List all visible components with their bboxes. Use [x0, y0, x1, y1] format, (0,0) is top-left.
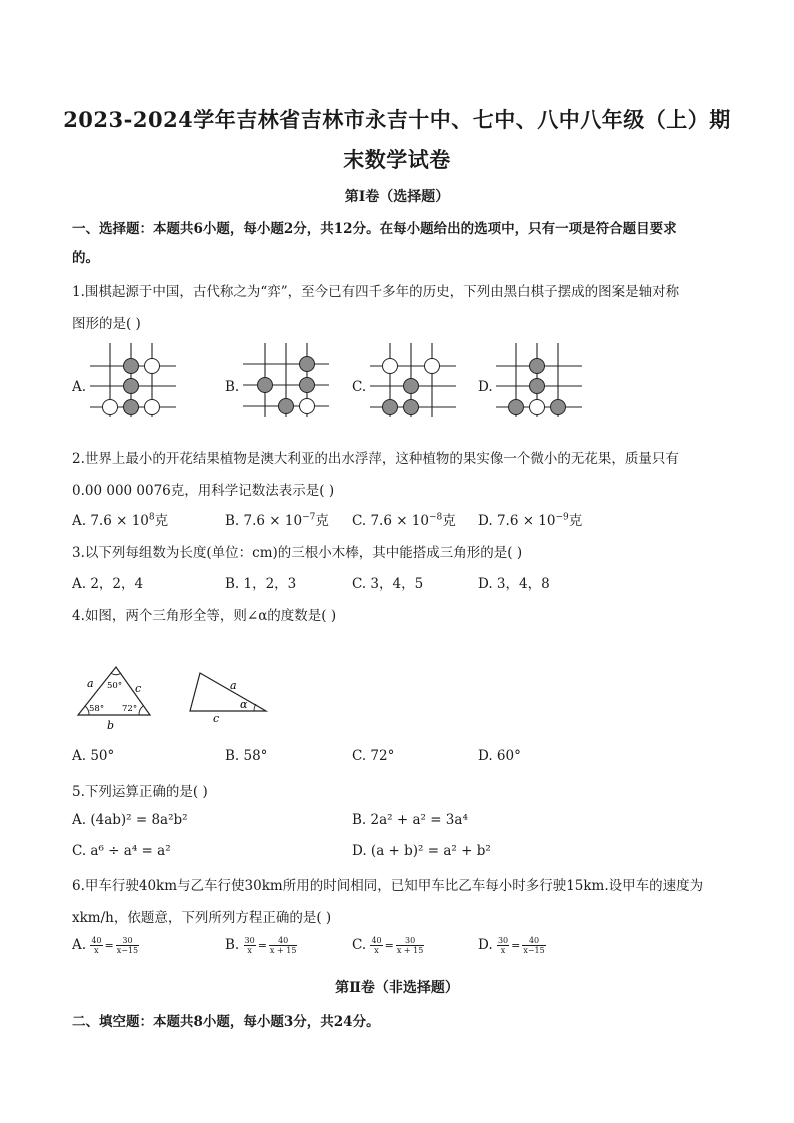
black-stone — [300, 357, 315, 372]
q1-option-c-label: C. — [352, 379, 367, 395]
t2-side-a: a — [230, 679, 237, 692]
q4-option-a: A. 50° — [72, 748, 115, 764]
white-stone — [530, 400, 545, 415]
q3-option-a: A. 2，2，4 — [72, 576, 144, 592]
section-1-heading: 第Ⅰ卷（选择题） — [344, 189, 450, 205]
q1-option-d-label: D. — [478, 379, 493, 395]
t1-side-a: a — [87, 677, 94, 690]
white-stone — [145, 359, 160, 374]
q6-line-2: xkm/h，依题意，下列所列方程正确的是( ) — [72, 910, 332, 926]
title-line-1: 2023-2024学年吉林省吉林市永吉十中、七中、八中八年级（上）期 — [63, 107, 731, 132]
q5-option-c: C. a⁶ ÷ a⁴ = a² — [72, 843, 171, 859]
black-stone — [383, 400, 398, 415]
t1-side-c: c — [135, 682, 142, 695]
black-stone — [509, 400, 524, 415]
q2-option-c: C. $7.6 \times 10^{-8}$克 — [352, 512, 456, 529]
t1-angle-right: 72° — [122, 704, 138, 714]
black-stone — [530, 379, 545, 394]
t1-angle-top: 50° — [107, 681, 123, 691]
q5-option-d: D. (a + b)² = a² + b² — [352, 843, 491, 859]
black-stone — [258, 378, 273, 393]
t1-side-b: b — [107, 719, 115, 732]
q6-option-a: A. $\frac{40}{x}$ = $\frac{30}{x-15}$ — [72, 936, 139, 955]
q2-option-d: D. $7.6 \times 10^{-9}$克 — [478, 512, 583, 529]
white-stone — [103, 400, 118, 415]
q6-option-c: C. $\frac{40}{x}$ = $\frac{30}{x + 15}$ — [352, 936, 424, 955]
instructions-line-1: 一、选择题：本题共6小题，每小题2分，共12分。在每小题给出的选项中，只有一项是符合题目要求 — [72, 221, 677, 237]
q5-line-1: 5.下列运算正确的是( ) — [72, 784, 208, 800]
white-stone — [383, 359, 398, 374]
black-stone — [551, 400, 566, 415]
instructions-line-2: 的。 — [72, 250, 99, 266]
q1-option-a-label: A. — [72, 379, 87, 395]
q4-triangles-figure — [70, 660, 270, 735]
black-stone — [300, 378, 315, 393]
q2-line-2: 0.00 000 0076克，用科学记数法表示是( ) — [72, 483, 335, 499]
q6-line-1: 6.甲车行驶40km与乙车行使30km所用的时间相同，已知甲车比乙车每小时多行驶15km.设甲车的速度为 — [72, 878, 704, 894]
q4-option-c: C. 72° — [352, 748, 395, 764]
q3-option-b: B. 1，2，3 — [225, 576, 297, 592]
black-stone — [124, 359, 139, 374]
q1-line-2: 图形的是( ) — [72, 316, 141, 332]
q2-line-1: 2.世界上最小的开花结果植物是澳大利亚的出水浮萍，这种植物的果实像一个微小的无花果，质量只有 — [72, 451, 679, 467]
q4-line-1: 4.如图，两个三角形全等，则∠α的度数是( ) — [72, 608, 337, 624]
white-stone — [300, 399, 315, 414]
q3-option-c: C. 3，4，5 — [352, 576, 424, 592]
q5-option-b: B. 2a² + a² = 3a⁴ — [352, 812, 468, 828]
q1-board-b — [243, 343, 329, 417]
white-stone — [145, 400, 160, 415]
angle-arc-alpha — [254, 704, 256, 711]
t2-angle-alpha: α — [240, 698, 248, 711]
q4-option-d: D. 60° — [478, 748, 521, 764]
angle-arc-right — [139, 706, 143, 715]
section-2-heading: 第Ⅱ卷（非选择题） — [335, 980, 459, 996]
q1-option-b-label: B. — [225, 379, 240, 395]
title-line-2: 末数学试卷 — [343, 147, 451, 172]
q3-option-d: D. 3，4，8 — [478, 576, 550, 592]
t2-side-c: c — [213, 712, 220, 725]
q6-option-b: B. $\frac{30}{x}$ = $\frac{40}{x + 15}$ — [225, 936, 297, 955]
t1-angle-left: 58° — [89, 704, 105, 714]
black-stone — [279, 399, 294, 414]
q1-board-a — [90, 343, 176, 417]
q4-option-b: B. 58° — [225, 748, 268, 764]
triangle-2 — [190, 673, 266, 711]
angle-arc-top — [111, 673, 121, 675]
q1-board-d — [496, 343, 582, 417]
q2-option-b: B. $7.6 \times 10^{-7}$克 — [225, 512, 329, 529]
part-2-instructions: 二、填空题：本题共8小题，每小题3分，共24分。 — [72, 1014, 380, 1030]
q1-line-1: 1.围棋起源于中国，古代称之为“弈”，至今已有四千多年的历史，下列由黑白棋子摆成的图案是轴对称 — [72, 284, 680, 300]
q6-option-d: D. $\frac{30}{x}$ = $\frac{40}{x-15}$ — [478, 936, 545, 955]
black-stone — [124, 400, 139, 415]
black-stone — [124, 379, 139, 394]
white-stone — [425, 359, 440, 374]
black-stone — [530, 359, 545, 374]
black-stone — [404, 379, 419, 394]
black-stone — [404, 400, 419, 415]
q1-board-c — [370, 343, 456, 417]
q5-option-a: A. (4ab)² = 8a²b² — [72, 812, 188, 828]
q2-option-a: A. $7.6 \times 10^8$克 — [72, 512, 169, 529]
q3-line-1: 3.以下列每组数为长度(单位：cm)的三根小木棒，其中能搭成三角形的是( ) — [72, 545, 523, 561]
